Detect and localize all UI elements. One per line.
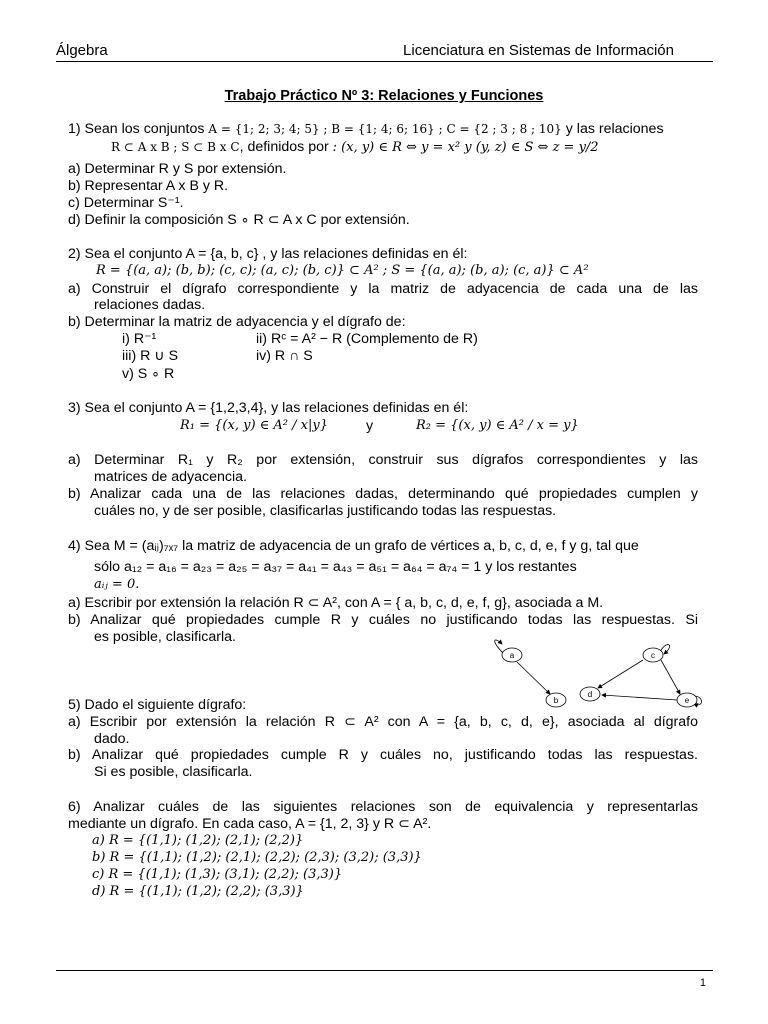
p6-item-a: a) R = {(1,1); (1,2); (2,1); (2,2)} [92, 833, 304, 848]
p2-sub-v: v) S ∘ R [122, 366, 175, 382]
p6-line1: 6) Analizar cuáles de las siguientes relaciones son de equivalencia y representarlas [68, 799, 698, 815]
p5-item-b-line2: Si es posible, clasificarla. [94, 764, 253, 780]
p1-item-a: a) Determinar R y S por extensión. [68, 161, 287, 177]
p2-sub-iv: iv) R ∩ S [256, 348, 313, 364]
p4-line3: aᵢⱼ = 0. [94, 577, 140, 592]
svg-text:d: d [587, 690, 593, 699]
p2-item-b: b) Determinar la matriz de adyacencia y el dígrafo de: [68, 314, 406, 330]
p1-item-c: c) Determinar S⁻¹. [68, 195, 184, 211]
p3-relation-r2: R₂ = {(x, y) ∈ A² / x = y} [416, 418, 579, 433]
p2-item-a-line2: relaciones dadas. [94, 297, 206, 313]
p3-item-b-line1: b) Analizar cada una de las relaciones dadas, determinando qué propiedades cumplen y [68, 486, 698, 502]
p2-sub-ii: ii) Rᶜ = A² − R (Complemento de R) [256, 331, 478, 347]
p4-item-a: a) Escribir por extensión la relación R ⊂ A², con A = { a, b, c, d, e, f, g}, asociada a M. [68, 595, 604, 611]
header-subject: Álgebra [56, 42, 108, 59]
p2-item-a-line1: a) Construir el dígrafo correspondiente y la matriz de adyacencia de cada una de las [68, 281, 698, 297]
p1-line2: R ⊂ A x B ; S ⊂ B x C, definidos por : (x, y) ∈ R ⇔ y = x² y (y, z) ∈ S ⇔ z = y/2 [111, 139, 599, 155]
p4-line2: sólo a₁₂ = a₁₆ = a₂₃ = a₂₅ = a₃₇ = a₄₁ = a₄₃ = a₅₁ = a₆₄ = a₇₄ = 1 y los restantes [94, 559, 577, 575]
footer-rule [56, 970, 713, 971]
p3-line1: 3) Sea el conjunto A = {1,2,3,4}, y las relaciones definidas en él: [68, 400, 469, 416]
p1-item-d: d) Definir la composición S ∘ R ⊂ A x C por extensión. [68, 212, 410, 228]
p2-sub-iii: iii) R ∪ S [122, 348, 179, 364]
header-rule [56, 61, 713, 62]
p6-line2: mediante un dígrafo. En cada caso, A = {1, 2, 3} y R ⊂ A². [68, 816, 432, 832]
p2-sub-i: i) R⁻¹ [122, 331, 157, 347]
digraph-node-b [546, 693, 566, 707]
digraph-node-c [643, 648, 663, 662]
p2-relations: R = {(a, a); (b, b); (c, c); (a, c); (b, c)} ⊂ A² ; S = {(a, a); (b, a); (c, a)} ⊂ A² [96, 263, 589, 278]
p3-item-b-line2: cuáles no, y de ser posible, clasificarlas justificando todas las respuestas. [94, 503, 557, 519]
p4-item-b-line2: es posible, clasificarla. [94, 629, 236, 645]
digraph-node-e [677, 693, 697, 707]
p5-line1: 5) Dado el siguiente dígrafo: [68, 697, 247, 713]
p5-item-a-line2: dado. [94, 731, 130, 747]
page-number: 1 [699, 977, 706, 989]
p3-item-a-line1: a) Determinar R₁ y R₂ por extensión, construir sus dígrafos correspondientes y las [68, 452, 698, 468]
p3-connector: y [366, 418, 374, 434]
digraph-node-d [580, 687, 600, 701]
p4-item-b-line1: b) Analizar qué propiedades cumple R y cuáles no justificando todas las respuestas. Si [68, 612, 698, 628]
p5-item-b-line1: b) Analizar qué propiedades cumple R y cuáles no, justificando todas las respuestas. [68, 747, 698, 763]
svg-text:b: b [553, 696, 559, 705]
svg-text:c: c [651, 651, 655, 660]
svg-text:e: e [684, 696, 690, 705]
p1-item-b: b) Representar A x B y R. [68, 178, 229, 194]
p5-item-a-line1: a) Escribir por extensión la relación R ⊂ A² con A = {a, b, c, d, e}, asociada al dígrafo [68, 714, 698, 730]
p3-relation-r1: R₁ = {(x, y) ∈ A² / x|y} [180, 418, 328, 433]
p6-item-c: c) R = {(1,1); (1,3); (3,1); (2,2); (3,3)} [92, 867, 343, 882]
page-title: Trabajo Práctico Nº 3: Relaciones y Funciones [224, 88, 544, 104]
p6-item-d: d) R = {(1,1); (1,2); (2,2); (3,3)} [92, 884, 304, 899]
header-program: Licenciatura en Sistemas de Información [403, 42, 674, 59]
svg-text:a: a [509, 651, 515, 660]
digraph-node-a [502, 648, 522, 662]
p3-item-a-line2: matrices de adyacencia. [94, 469, 247, 485]
p1-line1: 1) Sean los conjuntos A = {1; 2; 3; 4; 5} ; B = {1; 4; 6; 16} ; C = {2 ; 3 ; 8 ; 10} y las relaciones [68, 121, 664, 137]
p2-line1: 2) Sea el conjunto A = {a, b, c} , y las relaciones definidas en él: [68, 246, 468, 262]
p6-item-b: b) R = {(1,1); (1,2); (2,1); (2,2); (2,3); (3,2); (3,3)} [92, 850, 422, 865]
digraph-figure [480, 638, 705, 713]
p4-line1: 4) Sea M = (aᵢⱼ)₇ₓ₇ la matriz de adyacencia de un grafo de vértices a, b, c, d, e, f y g, tal que [68, 538, 639, 554]
